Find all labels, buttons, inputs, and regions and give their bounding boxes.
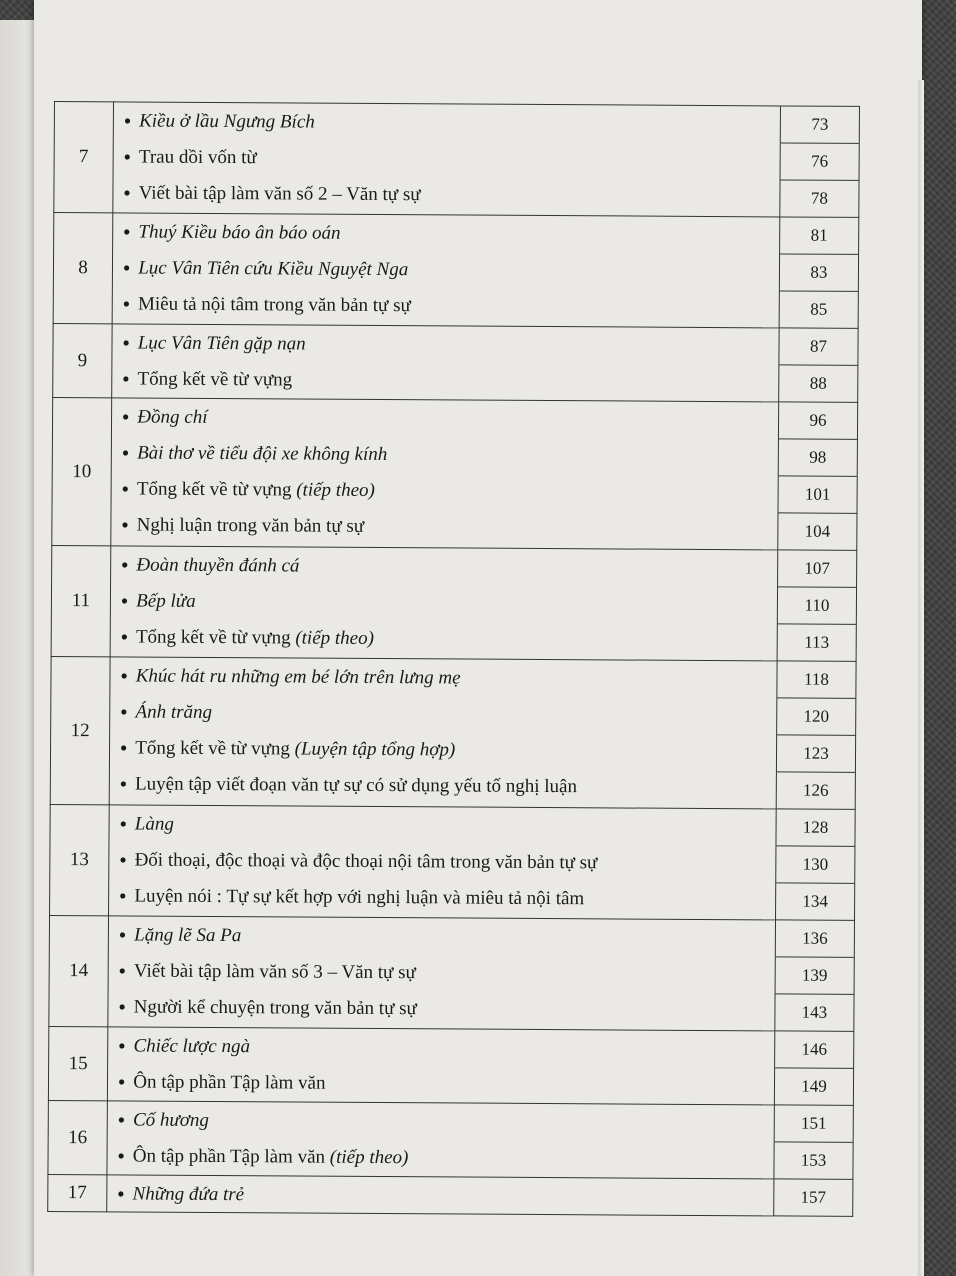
- page-number: 128: [776, 809, 854, 846]
- lesson-items: [111, 398, 779, 550]
- list-item: [109, 952, 775, 992]
- page-number: 157: [800, 1187, 827, 1207]
- page-number: 153: [800, 1150, 827, 1170]
- toc-row: [48, 1026, 853, 1105]
- toc-table: [47, 101, 860, 1217]
- item-note: (tiếp theo): [329, 1146, 409, 1169]
- table-of-contents: [47, 101, 858, 1217]
- bullet-icon: ●: [120, 668, 128, 683]
- bullet-icon: ●: [121, 445, 130, 460]
- lesson-number: 17: [48, 1174, 107, 1211]
- lesson-items: [107, 1101, 774, 1179]
- toc-row: [52, 397, 858, 550]
- page-number: 83: [780, 254, 858, 291]
- lesson-items: [107, 1027, 774, 1105]
- list-item: [114, 138, 780, 178]
- item-title: Người kể chuyện trong văn bản tự sự: [133, 996, 417, 1020]
- page-number: 136: [776, 920, 854, 957]
- list-item: [113, 249, 779, 289]
- item-title: Khúc hát ru những em bé lớn trên lưng mẹ: [135, 665, 461, 689]
- page-number: 151: [775, 1105, 853, 1142]
- lesson-number: 10: [52, 397, 112, 545]
- page-number: 96: [779, 402, 857, 439]
- item-title: Chiếc lược ngà: [133, 1035, 251, 1058]
- bullet-icon: ●: [117, 1148, 125, 1163]
- bullet-icon: ●: [122, 260, 131, 275]
- lesson-number: 16: [48, 1100, 107, 1174]
- item-title: Miêu tả nội tâm trong văn bản tự sự: [137, 293, 411, 317]
- list-item: [109, 916, 775, 956]
- page-number: 87: [779, 328, 857, 365]
- toc-row: [48, 1174, 853, 1216]
- toc-row: [50, 804, 856, 920]
- list-item: [109, 805, 775, 845]
- lesson-number: 8: [53, 213, 113, 324]
- item-title: Viết bài tập làm văn số 2 – Văn tự sự: [138, 182, 421, 206]
- item-title: Tổng kết về từ vựng: [135, 626, 291, 649]
- list-item: [111, 618, 777, 658]
- lesson-items: [110, 546, 778, 661]
- bullet-icon: ●: [117, 1186, 125, 1201]
- item-title: Viết bài tập làm văn số 3 – Văn tự sự: [133, 960, 416, 984]
- toc-row: [50, 656, 856, 809]
- page-number: 85: [810, 299, 828, 319]
- list-item: [109, 877, 775, 917]
- list-item: [110, 657, 776, 697]
- bullet-icon: ●: [120, 629, 129, 644]
- list-item: [112, 398, 778, 438]
- list-item: [108, 988, 774, 1028]
- item-note: (tiếp theo): [295, 627, 375, 649]
- item-title: Trau dồi vốn từ: [138, 146, 257, 169]
- item-title: Lặng lẽ Sa Pa: [134, 924, 242, 947]
- page-edge: [918, 80, 924, 1276]
- page-number: 143: [801, 1002, 828, 1022]
- page-number: 98: [779, 439, 857, 476]
- page-number: 107: [778, 550, 856, 587]
- toc-row: [49, 915, 855, 1031]
- bullet-icon: ●: [122, 335, 130, 350]
- item-title: Bếp lửa: [136, 590, 196, 612]
- item-title: Cố hương: [132, 1109, 210, 1131]
- page-number: 149: [801, 1076, 827, 1096]
- item-title: Bài thơ về tiểu đội xe không kính: [137, 442, 388, 466]
- page-number: 118: [777, 661, 855, 698]
- lesson-items: [113, 102, 781, 217]
- bullet-icon: ●: [117, 1112, 126, 1127]
- list-item: [109, 841, 775, 881]
- lesson-number: 12: [50, 656, 110, 804]
- bullet-icon: ●: [121, 557, 129, 572]
- list-item: [113, 213, 779, 253]
- page-numbers: [779, 328, 858, 402]
- page-number: 139: [776, 957, 854, 994]
- bullet-icon: ●: [120, 593, 129, 608]
- page-numbers: [774, 1031, 853, 1105]
- list-item: [112, 360, 778, 400]
- list-item: [112, 434, 778, 474]
- bullet-icon: ●: [123, 185, 131, 200]
- list-item: [108, 1101, 774, 1141]
- item-title: Tổng kết về từ vựng: [137, 368, 293, 391]
- item-title: Đối thoại, độc thoại và độc thoại nội tâm trong văn bản tự sự: [134, 849, 598, 874]
- list-item: [113, 174, 779, 214]
- item-title: Luyện tập viết đoạn văn tự sự có sử dụng yếu tố nghị luận: [135, 773, 578, 798]
- bullet-icon: ●: [119, 852, 127, 867]
- lesson-items: [107, 1175, 774, 1216]
- page-numbers: [775, 920, 855, 1031]
- page-number: 81: [780, 217, 858, 254]
- bullet-icon: ●: [119, 776, 128, 791]
- page-number: 104: [804, 521, 831, 541]
- lesson-items: [109, 805, 777, 920]
- item-title: Tổng kết về từ vựng: [136, 478, 292, 501]
- page-numbers: [774, 1105, 853, 1179]
- list-item: [112, 470, 778, 510]
- item-title: Luyện nói : Tự sự kết hợp với nghị luận và miêu tả nội tâm: [134, 885, 585, 910]
- item-title: Làng: [134, 813, 174, 835]
- toc-row: [53, 213, 859, 329]
- lesson-number: 13: [50, 804, 110, 915]
- page-number: 113: [804, 632, 830, 652]
- toc-row: [48, 1100, 853, 1179]
- lesson-number: 9: [53, 323, 112, 397]
- item-note: (tiếp theo): [296, 479, 375, 501]
- page-number: 120: [777, 698, 855, 735]
- bullet-icon: ●: [122, 371, 130, 386]
- item-title: Thuý Kiều báo ân báo oán: [138, 221, 341, 244]
- bullet-icon: ●: [122, 296, 131, 311]
- bullet-icon: ●: [123, 149, 131, 164]
- item-title: Nghị luận trong văn bản tự sự: [136, 514, 365, 537]
- page-numbers: [778, 402, 858, 550]
- bullet-icon: ●: [120, 740, 128, 755]
- bullet-icon: ●: [118, 927, 127, 942]
- item-title: Ánh trăng: [135, 701, 213, 723]
- bullet-icon: ●: [117, 1074, 126, 1089]
- toc-row: [51, 545, 857, 661]
- list-item: [113, 285, 779, 325]
- bullet-icon: ●: [118, 963, 126, 978]
- list-item: [112, 324, 778, 364]
- item-title: Tổng kết về từ vựng: [135, 737, 291, 760]
- bullet-icon: ●: [118, 1038, 126, 1053]
- page-numbers: [774, 1179, 853, 1216]
- bullet-icon: ●: [122, 409, 130, 424]
- page-numbers: [780, 106, 860, 217]
- page-numbers: [776, 809, 856, 920]
- item-title: Những đứa trẻ: [132, 1183, 245, 1206]
- page-number: 134: [802, 891, 828, 911]
- list-item: [111, 582, 777, 622]
- item-title: Lục Vân Tiên gặp nạn: [137, 332, 306, 355]
- list-item: [108, 1027, 774, 1067]
- list-item: [107, 1137, 773, 1177]
- item-title: Đoàn thuyền đánh cá: [136, 554, 300, 577]
- list-item: [110, 693, 776, 733]
- lesson-items: [112, 324, 779, 402]
- item-title: Lục Vân Tiên cứu Kiều Nguyệt Nga: [138, 257, 409, 281]
- list-item: [107, 1175, 773, 1215]
- page-number: 101: [778, 476, 856, 513]
- item-title: Ôn tập phần Tập làm văn: [132, 1145, 326, 1168]
- page-number: 126: [802, 780, 829, 800]
- lesson-number: 15: [48, 1026, 107, 1100]
- bullet-icon: ●: [121, 517, 129, 532]
- bullet-icon: ●: [119, 888, 127, 903]
- list-item: [111, 506, 777, 546]
- page-number: 73: [781, 106, 859, 143]
- bullet-icon: ●: [119, 816, 127, 831]
- toc-row: [54, 102, 860, 218]
- page-number: 76: [781, 143, 859, 180]
- list-item: [110, 729, 776, 769]
- page-number: 88: [809, 373, 827, 393]
- toc-row: [53, 323, 858, 402]
- page-number: 110: [778, 587, 856, 624]
- item-note: (Luyện tập tổng hợp): [294, 738, 456, 761]
- lesson-number: 11: [51, 545, 111, 656]
- page-numbers: [776, 661, 856, 809]
- item-title: Ôn tập phần Tập làm văn: [133, 1071, 326, 1094]
- item-title: Đồng chí: [137, 406, 208, 428]
- lesson-number: 7: [54, 102, 114, 213]
- lesson-number: 14: [49, 915, 109, 1026]
- lesson-items: [108, 916, 776, 1031]
- bullet-icon: ●: [121, 481, 129, 496]
- page-numbers: [777, 550, 857, 661]
- bullet-icon: ●: [123, 113, 132, 128]
- list-item: [108, 1063, 774, 1103]
- list-item: [110, 765, 776, 805]
- page-number: 123: [777, 735, 855, 772]
- list-item: [114, 102, 780, 142]
- page-number: 130: [776, 846, 854, 883]
- lesson-items: [112, 213, 780, 328]
- page-number: 78: [810, 188, 828, 208]
- item-title: Kiều ở lầu Ngưng Bích: [139, 110, 315, 133]
- page-number: 146: [775, 1031, 853, 1068]
- lesson-items: [109, 657, 777, 809]
- bullet-icon: ●: [120, 704, 128, 719]
- page-numbers: [779, 217, 859, 328]
- list-item: [111, 546, 777, 586]
- bullet-icon: ●: [118, 999, 126, 1014]
- bullet-icon: ●: [123, 224, 131, 239]
